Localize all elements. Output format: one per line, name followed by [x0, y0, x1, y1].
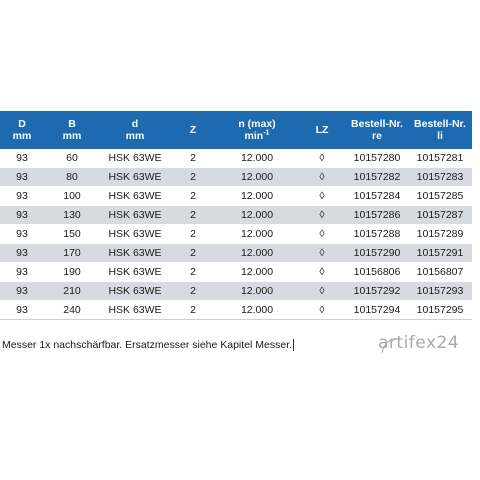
- cell-bore: HSK 63WE: [100, 225, 170, 244]
- cell-z: 2: [170, 168, 216, 187]
- table-row: [0, 301, 472, 320]
- cell-d: 93: [0, 149, 44, 168]
- header-d-outer: D mm: [0, 111, 44, 149]
- cell-lz: ◊: [298, 301, 346, 320]
- header-d-bore: d mm: [100, 111, 170, 149]
- cell-bore: HSK 63WE: [100, 168, 170, 187]
- cell-n-max: 12.000: [216, 168, 298, 187]
- cell-order-left: 10157287: [408, 206, 472, 225]
- cell-n-max: 12.000: [216, 282, 298, 301]
- watermark-logo: [378, 333, 470, 353]
- cell-order-right: 10156806: [346, 263, 408, 282]
- cell-n-max: 12.000: [216, 244, 298, 263]
- cell-d: 93: [0, 263, 44, 282]
- cell-order-left: 10157283: [408, 168, 472, 187]
- header-order-no-left: Bestell-Nr. li: [408, 111, 472, 149]
- table-row: [0, 149, 472, 168]
- cell-order-left: 10156807: [408, 263, 472, 282]
- spec-table: [0, 111, 472, 320]
- table-row: [0, 187, 472, 206]
- cell-order-left: 10157291: [408, 244, 472, 263]
- cell-order-left: 10157293: [408, 282, 472, 301]
- cell-bore: HSK 63WE: [100, 282, 170, 301]
- cell-n-max: 12.000: [216, 206, 298, 225]
- cell-order-left: 10157295: [408, 301, 472, 320]
- cell-z: 2: [170, 263, 216, 282]
- cell-d: 93: [0, 225, 44, 244]
- table-row: [0, 225, 472, 244]
- cell-bore: HSK 63WE: [100, 206, 170, 225]
- cell-order-left: 10157285: [408, 187, 472, 206]
- cell-order-right: 10157288: [346, 225, 408, 244]
- cell-b: 240: [44, 301, 100, 320]
- cell-d: 93: [0, 168, 44, 187]
- footnote-text: Messer 1x nachschärfbar. Ersatzmesser siehe Kapitel Messer.: [2, 339, 293, 351]
- cell-b: 150: [44, 225, 100, 244]
- cell-d: 93: [0, 301, 44, 320]
- cell-b: 190: [44, 263, 100, 282]
- cell-bore: HSK 63WE: [100, 263, 170, 282]
- watermark-text: artifex24: [378, 333, 460, 353]
- cell-lz: ◊: [298, 225, 346, 244]
- header-n-max: n (max) $\min^{-1}$: [216, 111, 298, 149]
- cell-d: 93: [0, 187, 44, 206]
- cell-lz: ◊: [298, 149, 346, 168]
- cell-order-right: 10157286: [346, 206, 408, 225]
- header-order-no-right: Bestell-Nr. re: [346, 111, 408, 149]
- cell-order-right: 10157290: [346, 244, 408, 263]
- cell-order-right: 10157292: [346, 282, 408, 301]
- cell-bore: HSK 63WE: [100, 149, 170, 168]
- cell-n-max: 12.000: [216, 187, 298, 206]
- cell-bore: HSK 63WE: [100, 244, 170, 263]
- cell-n-max: 12.000: [216, 263, 298, 282]
- cell-n-max: 12.000: [216, 149, 298, 168]
- cell-lz: ◊: [298, 187, 346, 206]
- cell-z: 2: [170, 225, 216, 244]
- cell-order-right: 10157282: [346, 168, 408, 187]
- table-row: [0, 263, 472, 282]
- cell-z: 2: [170, 206, 216, 225]
- cell-b: 80: [44, 168, 100, 187]
- cell-order-right: 10157294: [346, 301, 408, 320]
- cell-b: 210: [44, 282, 100, 301]
- cell-n-max: 12.000: [216, 225, 298, 244]
- header-b-width: B mm: [44, 111, 100, 149]
- cell-d: 93: [0, 282, 44, 301]
- table-row: [0, 168, 472, 187]
- cell-n-max: 12.000: [216, 301, 298, 320]
- table-row: [0, 206, 472, 225]
- header-lz: LZ: [298, 111, 346, 149]
- header-z: Z: [170, 111, 216, 149]
- cell-b: 170: [44, 244, 100, 263]
- cell-z: 2: [170, 187, 216, 206]
- cell-b: 60: [44, 149, 100, 168]
- cell-z: 2: [170, 244, 216, 263]
- cell-z: 2: [170, 301, 216, 320]
- table-row: [0, 244, 472, 263]
- cell-lz: ◊: [298, 168, 346, 187]
- cell-lz: ◊: [298, 244, 346, 263]
- cell-order-right: 10157280: [346, 149, 408, 168]
- table-row: [0, 282, 472, 301]
- cell-z: 2: [170, 282, 216, 301]
- cell-order-left: 10157289: [408, 225, 472, 244]
- cell-lz: ◊: [298, 206, 346, 225]
- table-body: [0, 149, 472, 320]
- cell-lz: ◊: [298, 263, 346, 282]
- cell-b: 130: [44, 206, 100, 225]
- cell-b: 100: [44, 187, 100, 206]
- cell-d: 93: [0, 206, 44, 225]
- cell-bore: HSK 63WE: [100, 187, 170, 206]
- cell-z: 2: [170, 149, 216, 168]
- cell-lz: ◊: [298, 282, 346, 301]
- cell-order-left: 10157281: [408, 149, 472, 168]
- cell-order-right: 10157284: [346, 187, 408, 206]
- cell-d: 93: [0, 244, 44, 263]
- table-header-row: [0, 111, 472, 149]
- cell-bore: HSK 63WE: [100, 301, 170, 320]
